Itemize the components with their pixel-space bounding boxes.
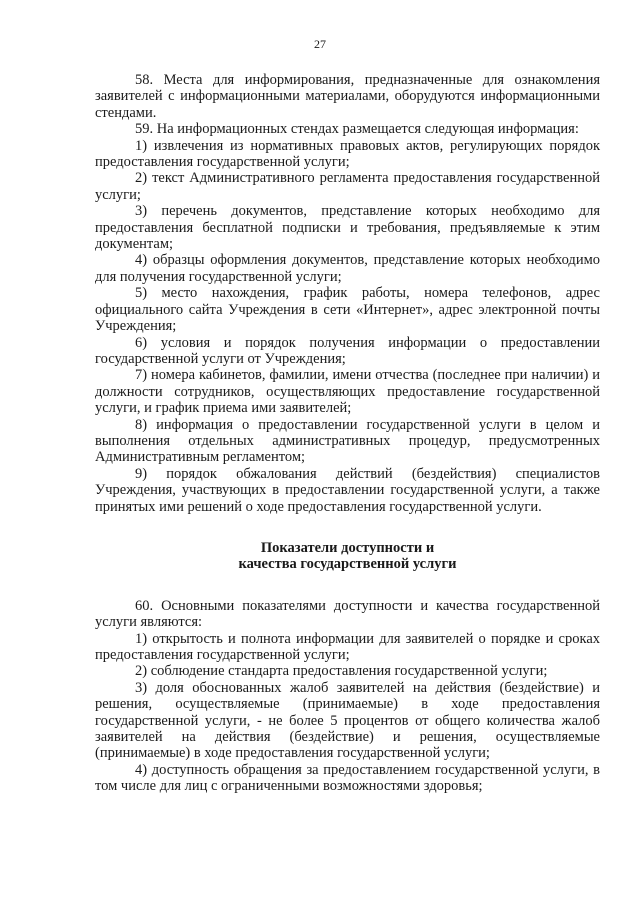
list-item-59-6: 6) условия и порядок получения информации о предоставлении государственной услуги от Учреждения; bbox=[95, 334, 600, 367]
paragraph-60: 60. Основными показателями доступности и качества государственной услуги являются: bbox=[95, 597, 600, 631]
section-heading-line-2: качества государственной услуги bbox=[238, 556, 457, 573]
list-item-59-4: 4) образцы оформления документов, представление которых необходимо для получения государственной услуги; bbox=[95, 252, 600, 285]
list-item-59-1: 1) извлечения из нормативных правовых актов, регулирующих порядок предоставления государственной услуги; bbox=[95, 137, 600, 171]
page-number: 27 bbox=[314, 37, 326, 51]
list-item-60-2: 2) соблюдение стандарта предоставления государственной услуги; bbox=[135, 663, 548, 680]
paragraph-59: 59. На информационных стендах размещается следующая информация: bbox=[135, 121, 579, 138]
list-item-59-7: 7) номера кабинетов, фамилии, имени отчества (последнее при наличии) и должности сотрудников, осуществляющих предоставление государственной услуги, и график приема ими заявителей; bbox=[95, 367, 600, 417]
list-item-59-5: 5) место нахождения, график работы, номера телефонов, адрес официального сайта Учреждения в сети «Интернет», адрес электронной почты Учреждения; bbox=[95, 285, 600, 335]
list-item-60-1: 1) открытость и полнота информации для заявителей о порядке и сроках предоставления государственной услуги; bbox=[95, 630, 600, 663]
list-item-59-9: 9) порядок обжалования действий (бездействия) специалистов Учреждения, участвующих в предоставлении государственной услуги, а также принятых ими решений о ходе предоставления государственной услуги. bbox=[95, 465, 600, 515]
list-item-60-3: 3) доля обоснованных жалоб заявителей на действия (бездействие) и решения, осуществляемые (принимаемые) в ходе предоставления государственной услуги, - не более 5 процентов от общего количества жалоб заявителей на действия (бездействие) и решения, осуществляемые (принимаемые) в ходе предоставления государственной услуги; bbox=[95, 679, 600, 762]
paragraph-58: 58. Места для информирования, предназначенные для ознакомления заявителей с информационными материалами, оборудуются информационными стендами. bbox=[95, 72, 600, 121]
list-item-59-3: 3) перечень документов, представление которых необходимо для предоставления бесплатной подписки и требования, предъявляемые к этим документам; bbox=[95, 203, 600, 253]
list-item-59-2: 2) текст Административного регламента предоставления государственной услуги; bbox=[95, 170, 600, 203]
spacer bbox=[95, 573, 600, 598]
spacer bbox=[95, 515, 600, 540]
list-item-60-4: 4) доступность обращения за предоставлением государственной услуги, в том числе для лиц с ограниченными возможностями здоровья; bbox=[95, 761, 600, 795]
section-heading-line-1: Показатели доступности и bbox=[260, 539, 435, 556]
list-item-59-8: 8) информация о предоставлении государственной услуги в целом и выполнения отдельных административных процедур, предусмотренных Административным регламентом; bbox=[95, 416, 600, 466]
document-body bbox=[95, 72, 600, 795]
